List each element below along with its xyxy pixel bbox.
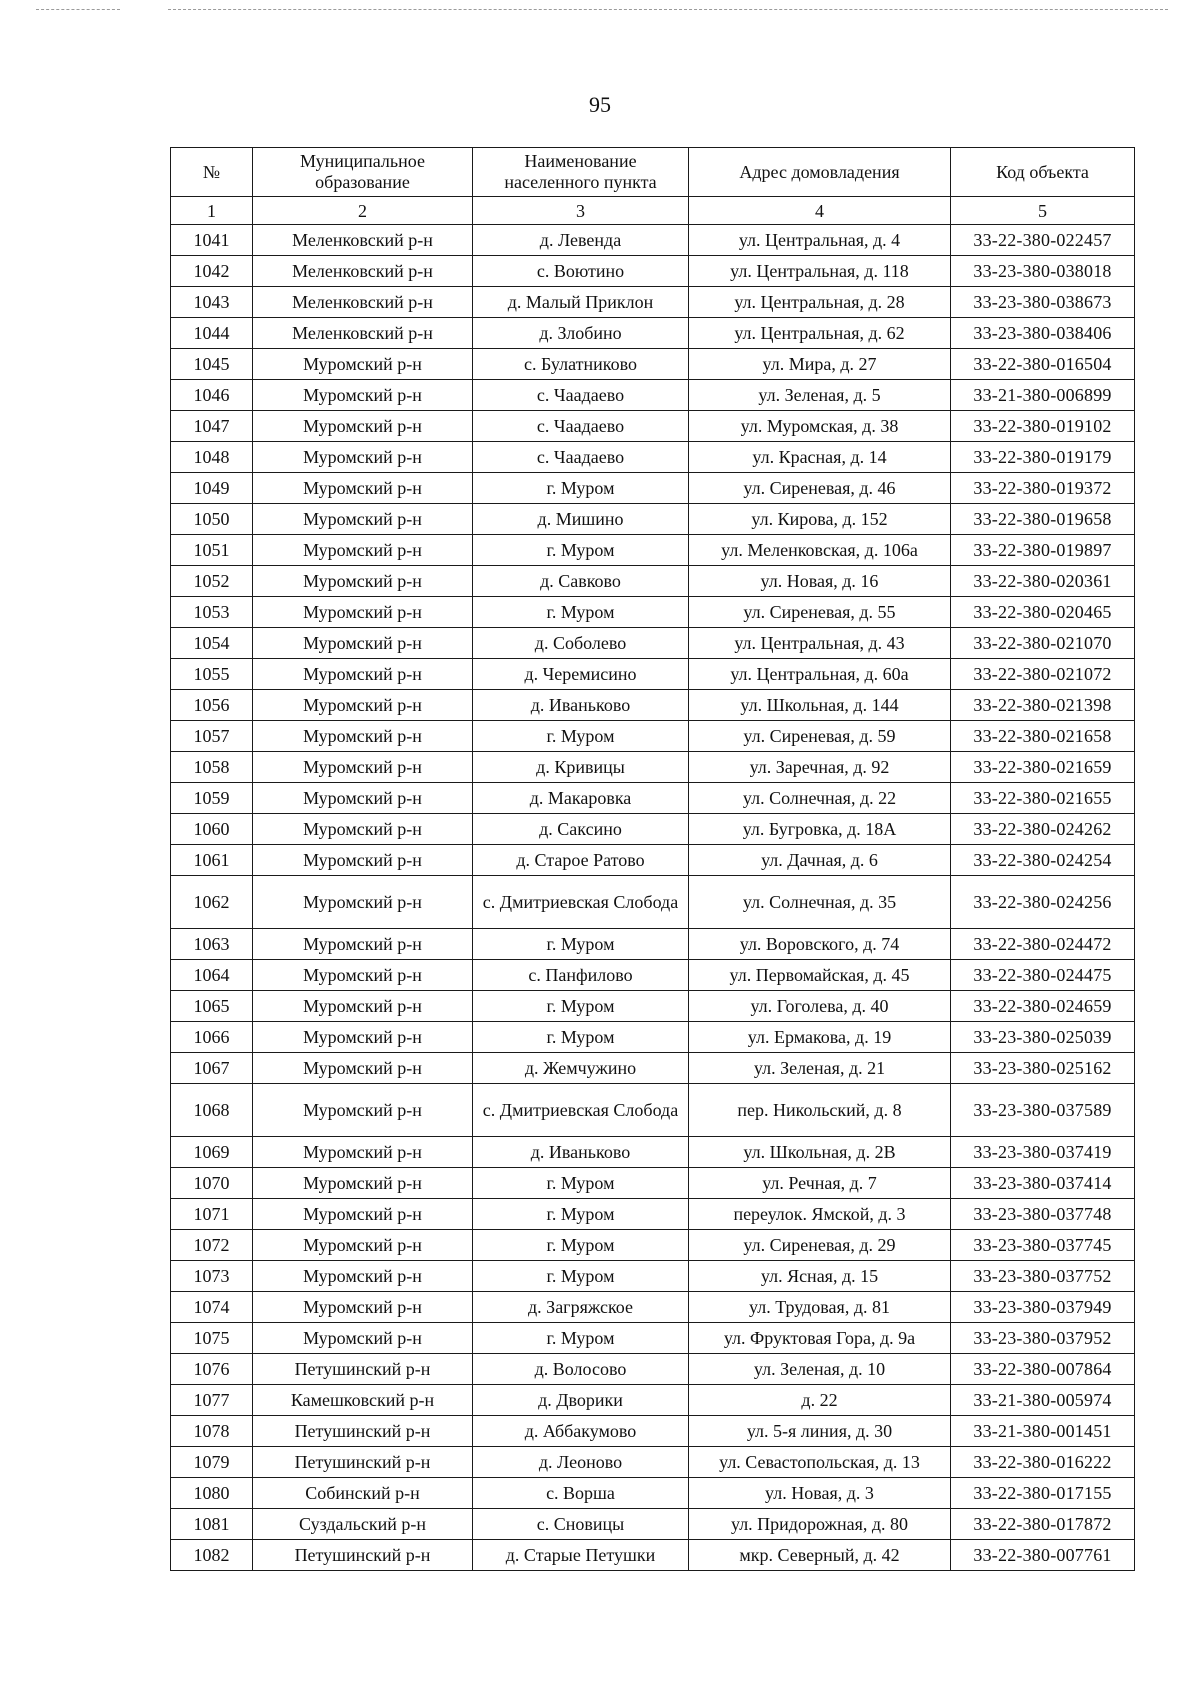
address-cell: ул. Центральная, д. 28 <box>689 287 951 318</box>
row-number-cell: 1060 <box>171 814 253 845</box>
table-row <box>171 783 1135 814</box>
municipality-cell: Муромский р-н <box>253 628 473 659</box>
address-cell: мкр. Северный, д. 42 <box>689 1540 951 1571</box>
municipality-cell: Муромский р-н <box>253 1261 473 1292</box>
municipality-cell: Меленковский р-н <box>253 256 473 287</box>
settlement-cell: г. Муром <box>473 597 689 628</box>
code-cell: 33-22-380-024659 <box>951 991 1135 1022</box>
table-row <box>171 380 1135 411</box>
address-cell: ул. Зеленая, д. 10 <box>689 1354 951 1385</box>
municipality-cell: Муромский р-н <box>253 349 473 380</box>
municipality-cell: Петушинский р-н <box>253 1540 473 1571</box>
page-number: 95 <box>589 92 611 117</box>
settlement-cell: с. Чаадаево <box>473 411 689 442</box>
code-cell: 33-23-380-038018 <box>951 256 1135 287</box>
row-number-cell: 1043 <box>171 287 253 318</box>
address-cell: ул. Кирова, д. 152 <box>689 504 951 535</box>
table-row <box>171 1053 1135 1084</box>
row-number-cell: 1054 <box>171 628 253 659</box>
settlement-cell: д. Дворики <box>473 1385 689 1416</box>
table-row <box>171 960 1135 991</box>
address-cell: ул. Трудовая, д. 81 <box>689 1292 951 1323</box>
code-cell: 33-22-380-021658 <box>951 721 1135 752</box>
municipality-cell: Муромский р-н <box>253 1022 473 1053</box>
row-number-cell: 1064 <box>171 960 253 991</box>
address-cell: ул. Новая, д. 3 <box>689 1478 951 1509</box>
municipality-cell: Муромский р-н <box>253 1323 473 1354</box>
address-cell: ул. Севастопольская, д. 13 <box>689 1447 951 1478</box>
row-number-cell: 1041 <box>171 225 253 256</box>
table-row <box>171 535 1135 566</box>
row-number-cell: 1050 <box>171 504 253 535</box>
address-cell: ул. Центральная, д. 62 <box>689 318 951 349</box>
table-row <box>171 991 1135 1022</box>
header-cell-settlement: Наименование населенного пункта <box>473 148 689 197</box>
code-cell: 33-22-380-019897 <box>951 535 1135 566</box>
table-row <box>171 225 1135 256</box>
address-cell: ул. Ермакова, д. 19 <box>689 1022 951 1053</box>
municipality-cell: Петушинский р-н <box>253 1447 473 1478</box>
municipality-cell: Муромский р-н <box>253 1230 473 1261</box>
address-cell: ул. Меленковская, д. 106а <box>689 535 951 566</box>
settlement-cell: д. Загряжское <box>473 1292 689 1323</box>
row-number-cell: 1074 <box>171 1292 253 1323</box>
municipality-cell: Муромский р-н <box>253 1084 473 1137</box>
row-number-cell: 1068 <box>171 1084 253 1137</box>
row-number-cell: 1052 <box>171 566 253 597</box>
table-row <box>171 876 1135 929</box>
code-cell: 33-22-380-020361 <box>951 566 1135 597</box>
settlement-cell: г. Муром <box>473 1022 689 1053</box>
code-cell: 33-23-380-037949 <box>951 1292 1135 1323</box>
settlement-cell: д. Малый Приклон <box>473 287 689 318</box>
row-number-cell: 1065 <box>171 991 253 1022</box>
table-row <box>171 1168 1135 1199</box>
settlement-cell: с. Булатниково <box>473 349 689 380</box>
code-cell: 33-22-380-019102 <box>951 411 1135 442</box>
municipality-cell: Муромский р-н <box>253 659 473 690</box>
header-cell-municipality: Муниципальное образование <box>253 148 473 197</box>
table-row <box>171 721 1135 752</box>
code-cell: 33-21-380-005974 <box>951 1385 1135 1416</box>
settlement-cell: г. Муром <box>473 1199 689 1230</box>
address-cell: ул. 5-я линия, д. 30 <box>689 1416 951 1447</box>
table-row <box>171 1354 1135 1385</box>
address-cell: ул. Сиреневая, д. 29 <box>689 1230 951 1261</box>
code-cell: 33-22-380-017155 <box>951 1478 1135 1509</box>
address-cell: ул. Сиреневая, д. 59 <box>689 721 951 752</box>
table-row <box>171 1292 1135 1323</box>
code-cell: 33-23-380-037752 <box>951 1261 1135 1292</box>
settlement-cell: г. Муром <box>473 721 689 752</box>
row-number-cell: 1061 <box>171 845 253 876</box>
row-number-cell: 1049 <box>171 473 253 504</box>
table-row <box>171 628 1135 659</box>
code-cell: 33-22-380-019372 <box>951 473 1135 504</box>
municipality-cell: Муромский р-н <box>253 783 473 814</box>
code-cell: 33-22-380-021659 <box>951 752 1135 783</box>
row-number-cell: 1079 <box>171 1447 253 1478</box>
table-row <box>171 814 1135 845</box>
address-cell: ул. Центральная, д. 60а <box>689 659 951 690</box>
code-cell: 33-22-380-007864 <box>951 1354 1135 1385</box>
row-number-cell: 1044 <box>171 318 253 349</box>
code-cell: 33-22-380-007761 <box>951 1540 1135 1571</box>
code-cell: 33-22-380-019658 <box>951 504 1135 535</box>
address-cell: ул. Центральная, д. 4 <box>689 225 951 256</box>
settlement-cell: д. Леоново <box>473 1447 689 1478</box>
municipality-cell: Муромский р-н <box>253 411 473 442</box>
address-cell: ул. Мира, д. 27 <box>689 349 951 380</box>
row-number-cell: 1048 <box>171 442 253 473</box>
header-cell-object-code: Код объекта <box>951 148 1135 197</box>
settlement-cell: д. Старое Ратово <box>473 845 689 876</box>
municipality-cell: Собинский р-н <box>253 1478 473 1509</box>
code-cell: 33-23-380-037748 <box>951 1199 1135 1230</box>
address-cell: ул. Ясная, д. 15 <box>689 1261 951 1292</box>
code-cell: 33-22-380-024256 <box>951 876 1135 929</box>
address-cell: ул. Сиреневая, д. 46 <box>689 473 951 504</box>
table-row <box>171 1022 1135 1053</box>
municipality-cell: Камешковский р-н <box>253 1385 473 1416</box>
table-row <box>171 659 1135 690</box>
settlement-cell: д. Иваньково <box>473 690 689 721</box>
address-cell: ул. Сиреневая, д. 55 <box>689 597 951 628</box>
address-cell: ул. Школьная, д. 2В <box>689 1137 951 1168</box>
row-number-cell: 1063 <box>171 929 253 960</box>
header-cell-address: Адрес домовладения <box>689 148 951 197</box>
table-row <box>171 256 1135 287</box>
address-cell: ул. Зеленая, д. 21 <box>689 1053 951 1084</box>
settlement-cell: д. Старые Петушки <box>473 1540 689 1571</box>
table-row <box>171 442 1135 473</box>
settlement-cell: д. Соболево <box>473 628 689 659</box>
code-cell: 33-22-380-016504 <box>951 349 1135 380</box>
table-row <box>171 411 1135 442</box>
settlement-cell: д. Жемчужино <box>473 1053 689 1084</box>
settlement-cell: д. Кривицы <box>473 752 689 783</box>
row-number-cell: 1080 <box>171 1478 253 1509</box>
municipality-cell: Муромский р-н <box>253 845 473 876</box>
address-cell: ул. Гоголева, д. 40 <box>689 991 951 1022</box>
municipality-cell: Муромский р-н <box>253 1199 473 1230</box>
municipality-cell: Муромский р-н <box>253 814 473 845</box>
settlement-cell: д. Иваньково <box>473 1137 689 1168</box>
municipality-cell: Петушинский р-н <box>253 1354 473 1385</box>
settlement-cell: с. Сновицы <box>473 1509 689 1540</box>
settlement-cell: д. Саксино <box>473 814 689 845</box>
address-cell: ул. Муромская, д. 38 <box>689 411 951 442</box>
municipality-cell: Муромский р-н <box>253 1053 473 1084</box>
table-row <box>171 1540 1135 1571</box>
settlement-cell: д. Левенда <box>473 225 689 256</box>
code-cell: 33-22-380-024254 <box>951 845 1135 876</box>
column-index-cell: 5 <box>951 197 1135 225</box>
address-cell: ул. Центральная, д. 43 <box>689 628 951 659</box>
table-row <box>171 504 1135 535</box>
address-cell: ул. Бугровка, д. 18А <box>689 814 951 845</box>
address-cell: переулок. Ямской, д. 3 <box>689 1199 951 1230</box>
address-cell: ул. Новая, д. 16 <box>689 566 951 597</box>
row-number-cell: 1046 <box>171 380 253 411</box>
settlement-cell: с. Дмитриевская Слобода <box>473 876 689 929</box>
scan-edge-right <box>168 9 1168 10</box>
settlement-cell: с. Панфилово <box>473 960 689 991</box>
code-cell: 33-22-380-016222 <box>951 1447 1135 1478</box>
table-row <box>171 349 1135 380</box>
code-cell: 33-23-380-037745 <box>951 1230 1135 1261</box>
address-cell: ул. Фруктовая Гора, д. 9а <box>689 1323 951 1354</box>
settlement-cell: г. Муром <box>473 991 689 1022</box>
address-cell: ул. Центральная, д. 118 <box>689 256 951 287</box>
settlement-cell: д. Макаровка <box>473 783 689 814</box>
table-row <box>171 597 1135 628</box>
settlement-cell: с. Чаадаево <box>473 442 689 473</box>
address-cell: ул. Красная, д. 14 <box>689 442 951 473</box>
settlement-cell: г. Муром <box>473 929 689 960</box>
settlement-cell: д. Аббакумово <box>473 1416 689 1447</box>
municipality-cell: Меленковский р-н <box>253 287 473 318</box>
table-body <box>171 148 1135 1571</box>
code-cell: 33-23-380-037414 <box>951 1168 1135 1199</box>
table-row <box>171 1447 1135 1478</box>
municipality-cell: Муромский р-н <box>253 1137 473 1168</box>
code-cell: 33-23-380-038673 <box>951 287 1135 318</box>
municipality-cell: Муромский р-н <box>253 442 473 473</box>
settlement-cell: с. Воютино <box>473 256 689 287</box>
municipality-cell: Муромский р-н <box>253 991 473 1022</box>
row-number-cell: 1059 <box>171 783 253 814</box>
address-cell: ул. Первомайская, д. 45 <box>689 960 951 991</box>
row-number-cell: 1071 <box>171 1199 253 1230</box>
settlement-cell: г. Муром <box>473 535 689 566</box>
row-number-cell: 1066 <box>171 1022 253 1053</box>
row-number-cell: 1045 <box>171 349 253 380</box>
row-number-cell: 1057 <box>171 721 253 752</box>
address-cell: ул. Зеленая, д. 5 <box>689 380 951 411</box>
row-number-cell: 1073 <box>171 1261 253 1292</box>
municipality-cell: Муромский р-н <box>253 1168 473 1199</box>
municipality-cell: Муромский р-н <box>253 752 473 783</box>
municipality-cell: Муромский р-н <box>253 721 473 752</box>
scan-edge-left <box>36 9 120 10</box>
settlement-cell: г. Муром <box>473 1261 689 1292</box>
code-cell: 33-21-380-001451 <box>951 1416 1135 1447</box>
settlement-cell: д. Волосово <box>473 1354 689 1385</box>
address-cell: ул. Солнечная, д. 35 <box>689 876 951 929</box>
municipality-cell: Муромский р-н <box>253 566 473 597</box>
row-number-cell: 1075 <box>171 1323 253 1354</box>
municipality-cell: Муромский р-н <box>253 929 473 960</box>
settlement-cell: д. Мишино <box>473 504 689 535</box>
code-cell: 33-22-380-024475 <box>951 960 1135 991</box>
address-cell: ул. Солнечная, д. 22 <box>689 783 951 814</box>
column-index-cell: 2 <box>253 197 473 225</box>
municipality-cell: Муромский р-н <box>253 1292 473 1323</box>
municipality-cell: Меленковский р-н <box>253 318 473 349</box>
row-number-cell: 1051 <box>171 535 253 566</box>
settlement-cell: д. Черемисино <box>473 659 689 690</box>
address-cell: ул. Речная, д. 7 <box>689 1168 951 1199</box>
row-number-cell: 1053 <box>171 597 253 628</box>
table-row <box>171 1509 1135 1540</box>
code-cell: 33-22-380-019179 <box>951 442 1135 473</box>
code-cell: 33-23-380-025162 <box>951 1053 1135 1084</box>
table-row <box>171 1199 1135 1230</box>
settlement-cell: г. Муром <box>473 1323 689 1354</box>
address-cell: ул. Заречная, д. 92 <box>689 752 951 783</box>
table-row <box>171 929 1135 960</box>
code-cell: 33-23-380-025039 <box>951 1022 1135 1053</box>
code-cell: 33-23-380-037419 <box>951 1137 1135 1168</box>
row-number-cell: 1058 <box>171 752 253 783</box>
row-number-cell: 1055 <box>171 659 253 690</box>
settlement-cell: д. Злобино <box>473 318 689 349</box>
table-row <box>171 1385 1135 1416</box>
row-number-cell: 1077 <box>171 1385 253 1416</box>
municipality-cell: Муромский р-н <box>253 535 473 566</box>
settlement-cell: д. Савково <box>473 566 689 597</box>
address-cell: д. 22 <box>689 1385 951 1416</box>
municipality-cell: Петушинский р-н <box>253 1416 473 1447</box>
code-cell: 33-22-380-021398 <box>951 690 1135 721</box>
objects-table <box>170 147 1135 1571</box>
table-row <box>171 1084 1135 1137</box>
table-row <box>171 1478 1135 1509</box>
row-number-cell: 1069 <box>171 1137 253 1168</box>
code-cell: 33-22-380-021072 <box>951 659 1135 690</box>
settlement-cell: с. Чаадаево <box>473 380 689 411</box>
settlement-cell: с. Ворша <box>473 1478 689 1509</box>
settlement-cell: г. Муром <box>473 473 689 504</box>
table-row <box>171 1230 1135 1261</box>
row-number-cell: 1062 <box>171 876 253 929</box>
row-number-cell: 1072 <box>171 1230 253 1261</box>
column-index-cell: 3 <box>473 197 689 225</box>
row-number-cell: 1082 <box>171 1540 253 1571</box>
code-cell: 33-22-380-017872 <box>951 1509 1135 1540</box>
address-cell: ул. Воровского, д. 74 <box>689 929 951 960</box>
address-cell: ул. Дачная, д. 6 <box>689 845 951 876</box>
row-number-cell: 1076 <box>171 1354 253 1385</box>
table-row <box>171 1416 1135 1447</box>
column-index-row <box>171 197 1135 225</box>
table-row <box>171 752 1135 783</box>
settlement-cell: г. Муром <box>473 1168 689 1199</box>
code-cell: 33-22-380-021070 <box>951 628 1135 659</box>
row-number-cell: 1067 <box>171 1053 253 1084</box>
row-number-cell: 1081 <box>171 1509 253 1540</box>
header-cell-number: № <box>171 148 253 197</box>
table-row <box>171 566 1135 597</box>
municipality-cell: Суздальский р-н <box>253 1509 473 1540</box>
row-number-cell: 1056 <box>171 690 253 721</box>
municipality-cell: Муромский р-н <box>253 597 473 628</box>
address-cell: пер. Никольский, д. 8 <box>689 1084 951 1137</box>
code-cell: 33-21-380-006899 <box>951 380 1135 411</box>
address-cell: ул. Придорожная, д. 80 <box>689 1509 951 1540</box>
code-cell: 33-22-380-024472 <box>951 929 1135 960</box>
municipality-cell: Муромский р-н <box>253 380 473 411</box>
municipality-cell: Муромский р-н <box>253 504 473 535</box>
row-number-cell: 1042 <box>171 256 253 287</box>
code-cell: 33-22-380-024262 <box>951 814 1135 845</box>
municipality-cell: Муромский р-н <box>253 690 473 721</box>
code-cell: 33-22-380-021655 <box>951 783 1135 814</box>
code-cell: 33-23-380-037952 <box>951 1323 1135 1354</box>
table-row <box>171 690 1135 721</box>
table-row <box>171 473 1135 504</box>
code-cell: 33-22-380-022457 <box>951 225 1135 256</box>
code-cell: 33-23-380-037589 <box>951 1084 1135 1137</box>
table-row <box>171 1137 1135 1168</box>
settlement-cell: с. Дмитриевская Слобода <box>473 1084 689 1137</box>
table-row <box>171 1261 1135 1292</box>
row-number-cell: 1070 <box>171 1168 253 1199</box>
row-number-cell: 1078 <box>171 1416 253 1447</box>
settlement-cell: г. Муром <box>473 1230 689 1261</box>
table-row <box>171 1323 1135 1354</box>
table-row <box>171 318 1135 349</box>
code-cell: 33-23-380-038406 <box>951 318 1135 349</box>
table-row <box>171 287 1135 318</box>
code-cell: 33-22-380-020465 <box>951 597 1135 628</box>
municipality-cell: Муромский р-н <box>253 960 473 991</box>
address-cell: ул. Школьная, д. 144 <box>689 690 951 721</box>
municipality-cell: Меленковский р-н <box>253 225 473 256</box>
table-header-row <box>171 148 1135 197</box>
row-number-cell: 1047 <box>171 411 253 442</box>
column-index-cell: 1 <box>171 197 253 225</box>
column-index-cell: 4 <box>689 197 951 225</box>
table-row <box>171 845 1135 876</box>
municipality-cell: Муромский р-н <box>253 876 473 929</box>
municipality-cell: Муромский р-н <box>253 473 473 504</box>
